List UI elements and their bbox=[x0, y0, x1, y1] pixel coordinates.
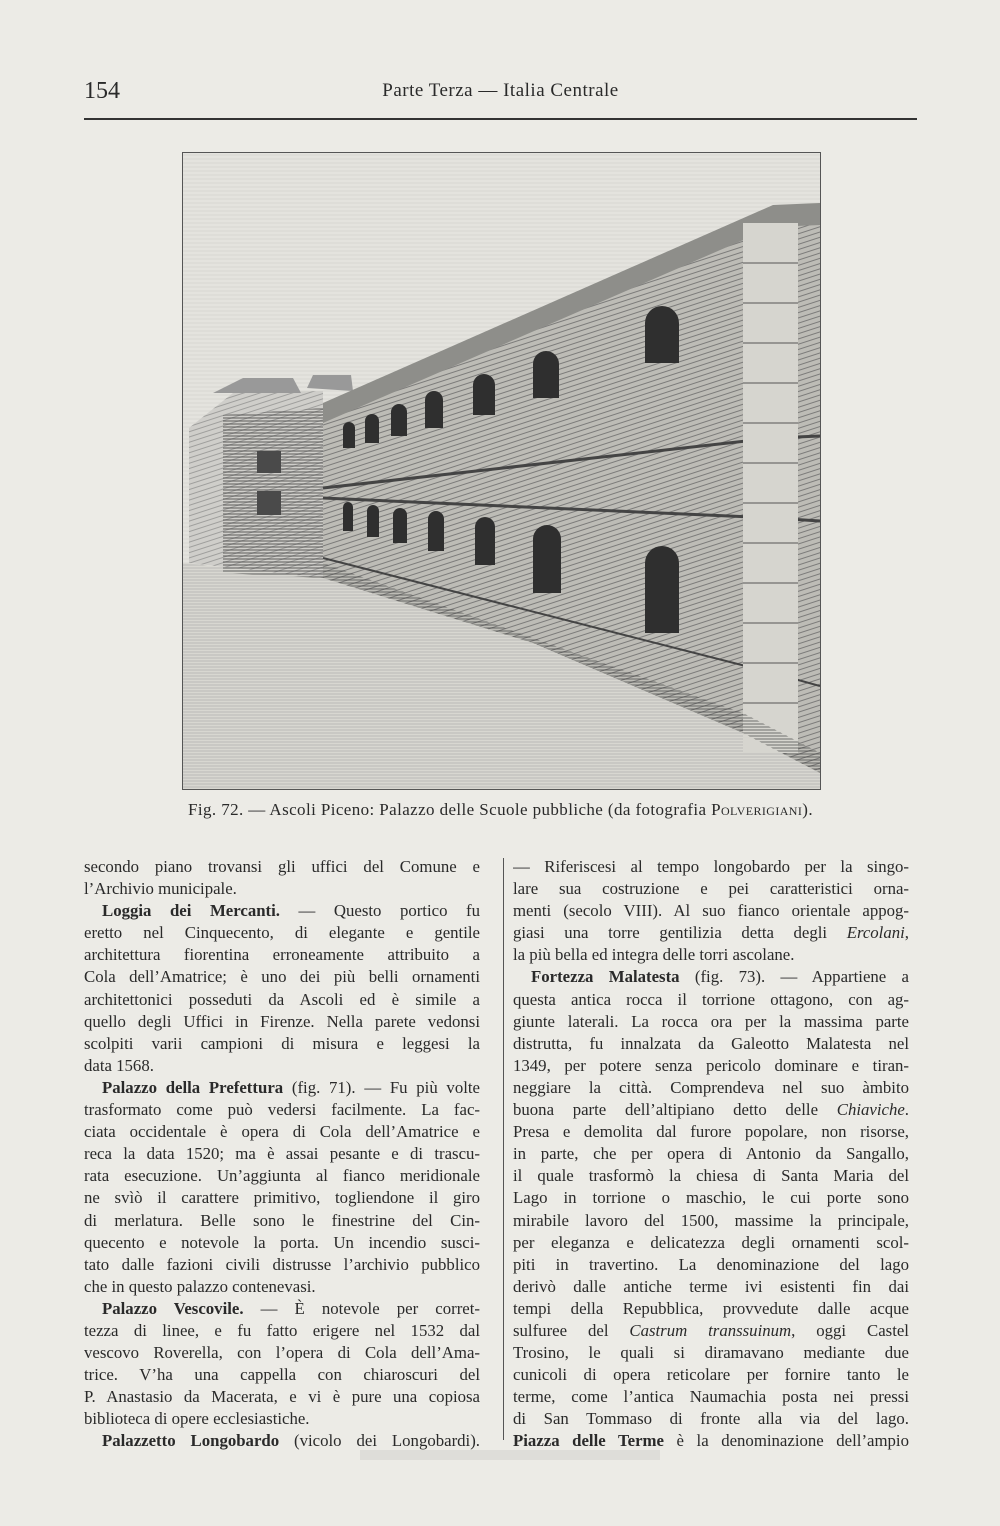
text-run: Presa e demolita dal furore popolare, non risorse, bbox=[513, 1122, 909, 1142]
section-heading: Piazza delle Terme bbox=[513, 1431, 664, 1451]
text-line bbox=[513, 1099, 909, 1121]
text-line bbox=[513, 922, 909, 944]
text-line bbox=[84, 944, 480, 966]
text-line bbox=[84, 1210, 480, 1232]
text-run: trice. V’ha una cappella con chiaroscuri del bbox=[84, 1365, 480, 1385]
text-line bbox=[84, 878, 480, 900]
section-heading: Loggia dei Mercanti. bbox=[102, 901, 280, 921]
text-line bbox=[513, 1077, 909, 1099]
left-column bbox=[84, 856, 480, 1453]
text-line bbox=[84, 1364, 480, 1386]
text-line bbox=[513, 989, 909, 1011]
text-run: (vicolo dei Longobardi). bbox=[279, 1431, 480, 1451]
text-line bbox=[513, 1364, 909, 1386]
section-heading: Palazzo Vescovile. bbox=[102, 1298, 244, 1318]
text-run: ciata occidentale è opera di Cola dell’Amatrice e bbox=[84, 1122, 480, 1142]
running-title: Parte Terza — Italia Centrale bbox=[382, 80, 619, 101]
text-line bbox=[84, 1033, 480, 1055]
text-run: (fig. 73). — Appartiene a bbox=[679, 967, 909, 987]
text-run: (fig. 71). — Fu più volte bbox=[283, 1077, 480, 1097]
caption-end: ). bbox=[802, 800, 813, 819]
text-run: di merlatura. Belle sono le finestrine del Cin- bbox=[84, 1210, 480, 1230]
italic-term: Chiaviche bbox=[836, 1100, 905, 1120]
text-line bbox=[84, 1408, 480, 1430]
text-run: l’Archivio municipale. bbox=[84, 879, 237, 899]
text-run: menti (secolo VIII). Al suo fianco orientale appog- bbox=[513, 901, 909, 921]
right-column bbox=[513, 856, 909, 1453]
text-run: — È notevole per corret- bbox=[243, 1298, 480, 1318]
text-line bbox=[513, 944, 909, 966]
text-line bbox=[513, 1165, 909, 1187]
text-line bbox=[513, 1232, 909, 1254]
text-run: lare sua costruzione e pei caratteristici orna- bbox=[513, 879, 909, 899]
text-line bbox=[513, 1121, 909, 1143]
text-line bbox=[84, 1143, 480, 1165]
italic-term: Castrum transsuinum bbox=[629, 1320, 792, 1340]
text-run: cunicoli di opera reticolare per fornire tanto le bbox=[513, 1365, 909, 1385]
text-run: scolpiti varii campioni di misura e leggesi la bbox=[84, 1033, 480, 1053]
header-rule bbox=[84, 118, 917, 120]
bleed-through-mark bbox=[360, 1450, 660, 1460]
text-run: architettura fiorentina erroneamente attribuito a bbox=[84, 945, 480, 965]
text-line bbox=[513, 1276, 909, 1298]
text-line bbox=[513, 1033, 909, 1055]
text-run: . bbox=[904, 1100, 909, 1120]
text-run: neggiare la città. Comprendeva nel suo àmbito bbox=[513, 1077, 909, 1097]
figure-engraving bbox=[182, 152, 821, 790]
text-run: trasformato come può vedersi facilmente. La fac- bbox=[84, 1100, 480, 1120]
text-run: di San Tommaso di fronte alla via del lago. bbox=[513, 1409, 909, 1429]
text-run: Cola dell’Amatrice; è uno dei più belli ornamenti bbox=[84, 967, 480, 987]
text-run: mirabile lavoro del 1500, massime la principale, bbox=[513, 1210, 909, 1230]
text-line bbox=[84, 1386, 480, 1408]
text-run: terme, come l’antica Naumachia posta nei pressi bbox=[513, 1387, 909, 1407]
section-heading: Palazzo della Prefettura bbox=[102, 1077, 284, 1097]
caption-text: Fig. 72. — Ascoli Piceno: Palazzo delle Scuole pubbliche (da fotografia bbox=[188, 800, 712, 819]
text-line bbox=[513, 1298, 909, 1320]
text-line bbox=[84, 856, 480, 878]
text-line bbox=[513, 1254, 909, 1276]
page-number: 154 bbox=[84, 78, 120, 104]
column-divider bbox=[503, 858, 504, 1440]
section-heading: Fortezza Malatesta bbox=[531, 967, 680, 987]
text-line bbox=[84, 1254, 480, 1276]
text-line bbox=[84, 1298, 480, 1320]
text-run: è la denominazione dell’ampio bbox=[663, 1431, 909, 1451]
text-line bbox=[84, 1165, 480, 1187]
text-run: buona parte dell’altipiano detto delle bbox=[513, 1100, 837, 1120]
text-run: tezza di linee, e fu fatto erigere nel 1532 dal bbox=[84, 1320, 480, 1340]
text-run: , bbox=[904, 923, 909, 943]
text-run: sulfuree del bbox=[513, 1320, 630, 1340]
text-run: biblioteca di opere ecclesiastiche. bbox=[84, 1409, 310, 1429]
text-line bbox=[84, 1099, 480, 1121]
text-run: giasi una torre gentilizia detta degli bbox=[513, 923, 847, 943]
text-line bbox=[84, 966, 480, 988]
text-run: Trosino, le quali si diramavano mediante due bbox=[513, 1343, 909, 1363]
text-line bbox=[84, 989, 480, 1011]
text-line bbox=[513, 1210, 909, 1232]
text-run: reca la data 1520; ma è assai pesante e di trascu- bbox=[84, 1144, 480, 1164]
text-run: architettonici posseduti da Ascoli ed è simile a bbox=[84, 989, 480, 1009]
text-line bbox=[84, 1055, 480, 1077]
text-run: piti in travertino. La denominazione del lago bbox=[513, 1254, 909, 1274]
text-run: tato dalle fazioni civili distrusse l’archivio pubblico bbox=[84, 1254, 480, 1274]
text-line bbox=[513, 1011, 909, 1033]
text-line bbox=[84, 900, 480, 922]
text-line bbox=[513, 1386, 909, 1408]
text-run: la più bella ed integra delle torri ascolane. bbox=[513, 945, 795, 965]
text-run: , oggi Castel bbox=[791, 1320, 909, 1340]
text-line bbox=[513, 1320, 909, 1342]
text-line bbox=[84, 1187, 480, 1209]
text-run: data 1568. bbox=[84, 1055, 154, 1075]
figure-caption bbox=[84, 800, 917, 820]
caption-credit: Polverigiani bbox=[711, 800, 803, 819]
text-line bbox=[513, 1055, 909, 1077]
text-run: questa antica rocca il torrione ottagono, con ag- bbox=[513, 989, 909, 1009]
text-line bbox=[513, 966, 909, 988]
text-line bbox=[513, 1408, 909, 1430]
palazzo-engraving-icon bbox=[183, 153, 820, 789]
text-line bbox=[84, 1276, 480, 1298]
text-run: P. Anastasio da Macerata, e vi è pure una copiosa bbox=[84, 1387, 480, 1407]
text-line bbox=[513, 1187, 909, 1209]
running-head bbox=[84, 78, 917, 110]
text-line bbox=[513, 1143, 909, 1165]
text-run: quello degli Uffici in Firenze. Nella parete vedonsi bbox=[84, 1011, 480, 1031]
italic-term: Ercolani bbox=[846, 923, 905, 943]
text-line bbox=[513, 856, 909, 878]
text-run: ne svìò il carattere primitivo, togliendone il giro bbox=[84, 1188, 480, 1208]
text-run: derivò dalle antiche terme ivi esistenti fin dai bbox=[513, 1276, 909, 1296]
section-heading: Palazzetto Longobardo bbox=[102, 1431, 280, 1451]
text-run: Lago in torrione o maschio, le cui porte sono bbox=[513, 1188, 909, 1208]
text-run: che in questo palazzo contenevasi. bbox=[84, 1276, 316, 1296]
text-line bbox=[84, 1011, 480, 1033]
text-run: distrutta, fu innalzata da Galeotto Malatesta nel bbox=[513, 1033, 909, 1053]
text-run: secondo piano trovansi gli uffici del Comune e bbox=[84, 857, 480, 876]
text-run: eretto nel Cinquecento, di elegante e gentile bbox=[84, 923, 480, 943]
text-line bbox=[84, 1121, 480, 1143]
text-run: in parte, che per opera di Antonio da Sangallo, bbox=[513, 1144, 909, 1164]
text-line bbox=[84, 1232, 480, 1254]
text-line bbox=[513, 900, 909, 922]
text-run: 1349, per potere senza pericolo dominare e tiran- bbox=[513, 1055, 909, 1075]
text-run: vescovo Roverella, con l’opera di Cola dell’Ama- bbox=[84, 1343, 480, 1363]
text-run: giunte laterali. La rocca ora per la massima parte bbox=[513, 1011, 909, 1031]
text-line bbox=[84, 922, 480, 944]
text-run: rata esecuzione. Un’aggiunta al fianco meridionale bbox=[84, 1166, 480, 1186]
text-run: — Riferiscesi al tempo longobardo per la singo- bbox=[513, 857, 909, 876]
text-run: tempi della Repubblica, provvedute dalle acque bbox=[513, 1298, 909, 1318]
text-line bbox=[84, 1342, 480, 1364]
text-line bbox=[513, 878, 909, 900]
text-run: quecento e notevole la porta. Un incendio susci- bbox=[84, 1232, 480, 1252]
text-run: il quale trasformò la chiesa di Santa Maria del bbox=[513, 1166, 909, 1186]
text-line bbox=[513, 1342, 909, 1364]
text-line bbox=[84, 1077, 480, 1099]
text-line bbox=[84, 1320, 480, 1342]
text-run: per eleganza e delicatezza degli ornamenti scol- bbox=[513, 1232, 909, 1252]
text-run: — Questo portico fu bbox=[280, 901, 480, 921]
